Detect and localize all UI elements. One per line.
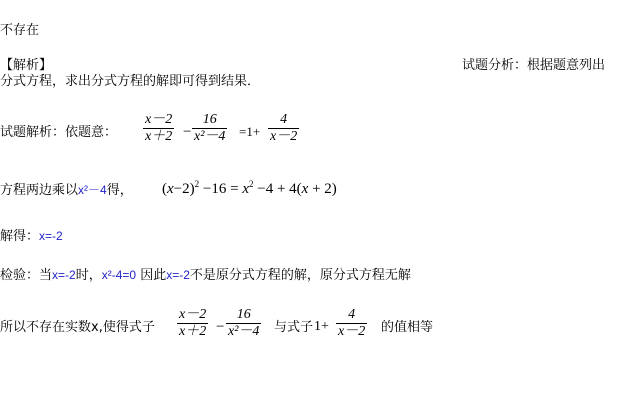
verify-text-c: 因此 [140, 268, 167, 283]
numerator: 16 [236, 307, 251, 322]
conclusion-suffix: 的值相等 [381, 320, 434, 335]
step-solve [0, 228, 63, 245]
step-solve-prefix: 解得： [0, 229, 40, 244]
verify-value-c: x=-2 [166, 268, 190, 282]
fraction-16-over-x2-minus-4 [192, 112, 227, 145]
minus-sign: − [183, 124, 192, 140]
denominator: x²－4 [194, 129, 226, 144]
solution-value: x=-2 [39, 229, 63, 243]
verify-text-a: 检验：当 [0, 268, 53, 283]
analysis-intro: 试题分析：根据题意列出 [462, 58, 606, 73]
equals-one-plus: =1+ [239, 124, 261, 139]
numerator: x－2 [145, 112, 173, 127]
numerator: x－2 [179, 307, 207, 322]
analysis-header: 【解析】 [0, 58, 53, 73]
denominator: x－2 [270, 129, 298, 144]
step-multiply-prefix: 方程两边乘以 [0, 183, 79, 198]
numerator: 16 [202, 112, 217, 127]
conclusion-fraction-x-minus-2-over-x-plus-2 [177, 307, 208, 340]
fraction-4-over-x-minus-2 [268, 112, 299, 145]
step-multiply-factor: x²－4 [78, 183, 107, 197]
denominator: x²－4 [228, 324, 260, 339]
conclusion-mid: 与式子 [274, 320, 314, 335]
conclusion-prefix: 所以不存在实数x,使得式子 [0, 320, 155, 335]
conclusion-fraction-4-over-x-minus-2 [336, 307, 367, 340]
step-multiply-suffix: 得， [106, 183, 133, 198]
conclusion-one-plus: 1+ [314, 319, 329, 334]
fraction-x-minus-2-over-x-plus-2 [143, 112, 174, 145]
conclusion-fraction-16-over-x2-minus-4 [226, 307, 261, 340]
analysis-continuation: 分式方程，求出分式方程的解即可得到结果． [0, 74, 261, 89]
answer-text: 不存在 [0, 23, 40, 38]
verify-value-a: x=-2 [52, 268, 76, 282]
verify-text-b: 时， [75, 268, 102, 283]
numerator: 4 [280, 112, 288, 127]
step-multiply [0, 182, 133, 199]
denominator: x＋2 [179, 324, 207, 339]
solution-intro: 试题解析：依题意： [0, 125, 118, 140]
denominator: x－2 [338, 324, 366, 339]
verify-text-d: 不是原分式方程的解，原分式方程无解 [189, 268, 411, 283]
conclusion-minus-sign: − [216, 319, 225, 335]
expanded-equation: $(x-2)^2 -16 = x^2 -4 + 4(x + 2)$ [162, 179, 337, 197]
step-verify [0, 267, 411, 284]
numerator: 4 [348, 307, 356, 322]
verify-value-b: x²-4=0 [101, 268, 137, 282]
denominator: x＋2 [145, 129, 173, 144]
